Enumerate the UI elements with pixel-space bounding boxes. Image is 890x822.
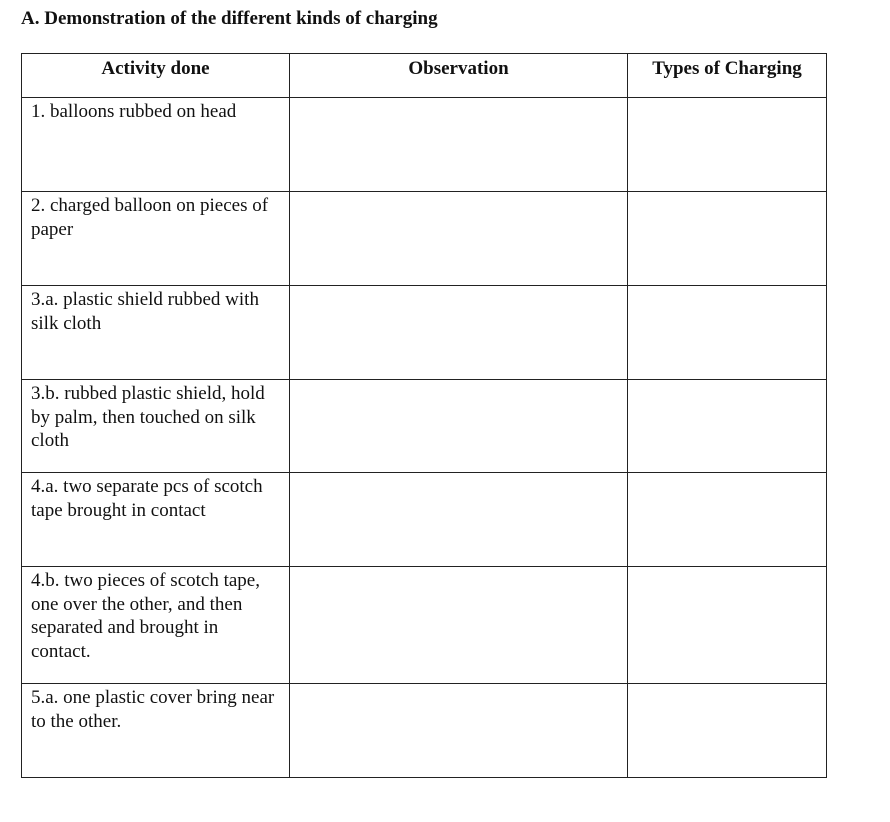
activity-cell: 3.a. plastic shield rubbed with silk cloth — [22, 286, 290, 380]
table-row — [22, 286, 827, 380]
observation-cell[interactable] — [290, 567, 628, 684]
observation-cell[interactable] — [290, 286, 628, 380]
table-row — [22, 98, 827, 192]
column-header-types-of-charging: Types of Charging — [628, 54, 827, 98]
type-of-charging-cell[interactable] — [628, 192, 827, 286]
activity-cell: 4.b. two pieces of scotch tape, one over the other, and then separated and brought in contact. — [22, 567, 290, 684]
activity-cell: 2. charged balloon on pieces of paper — [22, 192, 290, 286]
type-of-charging-cell[interactable] — [628, 567, 827, 684]
page-title: A. Demonstration of the different kinds of charging — [21, 8, 438, 29]
table-row — [22, 567, 827, 684]
observation-cell[interactable] — [290, 98, 628, 192]
observation-cell[interactable] — [290, 380, 628, 473]
table-row — [22, 684, 827, 778]
type-of-charging-cell[interactable] — [628, 286, 827, 380]
charging-activity-table — [21, 53, 827, 778]
observation-cell[interactable] — [290, 473, 628, 567]
observation-cell[interactable] — [290, 192, 628, 286]
type-of-charging-cell[interactable] — [628, 98, 827, 192]
table-header-row — [22, 54, 827, 98]
table-row — [22, 380, 827, 473]
type-of-charging-cell[interactable] — [628, 684, 827, 778]
activity-cell: 4.a. two separate pcs of scotch tape brought in contact — [22, 473, 290, 567]
activity-cell: 3.b. rubbed plastic shield, hold by palm, then touched on silk cloth — [22, 380, 290, 473]
type-of-charging-cell[interactable] — [628, 380, 827, 473]
activity-cell: 5.a. one plastic cover bring near to the other. — [22, 684, 290, 778]
table-row — [22, 473, 827, 567]
type-of-charging-cell[interactable] — [628, 473, 827, 567]
column-header-observation: Observation — [290, 54, 628, 98]
table-row — [22, 192, 827, 286]
observation-cell[interactable] — [290, 684, 628, 778]
column-header-activity: Activity done — [22, 54, 290, 98]
activity-cell: 1. balloons rubbed on head — [22, 98, 290, 192]
